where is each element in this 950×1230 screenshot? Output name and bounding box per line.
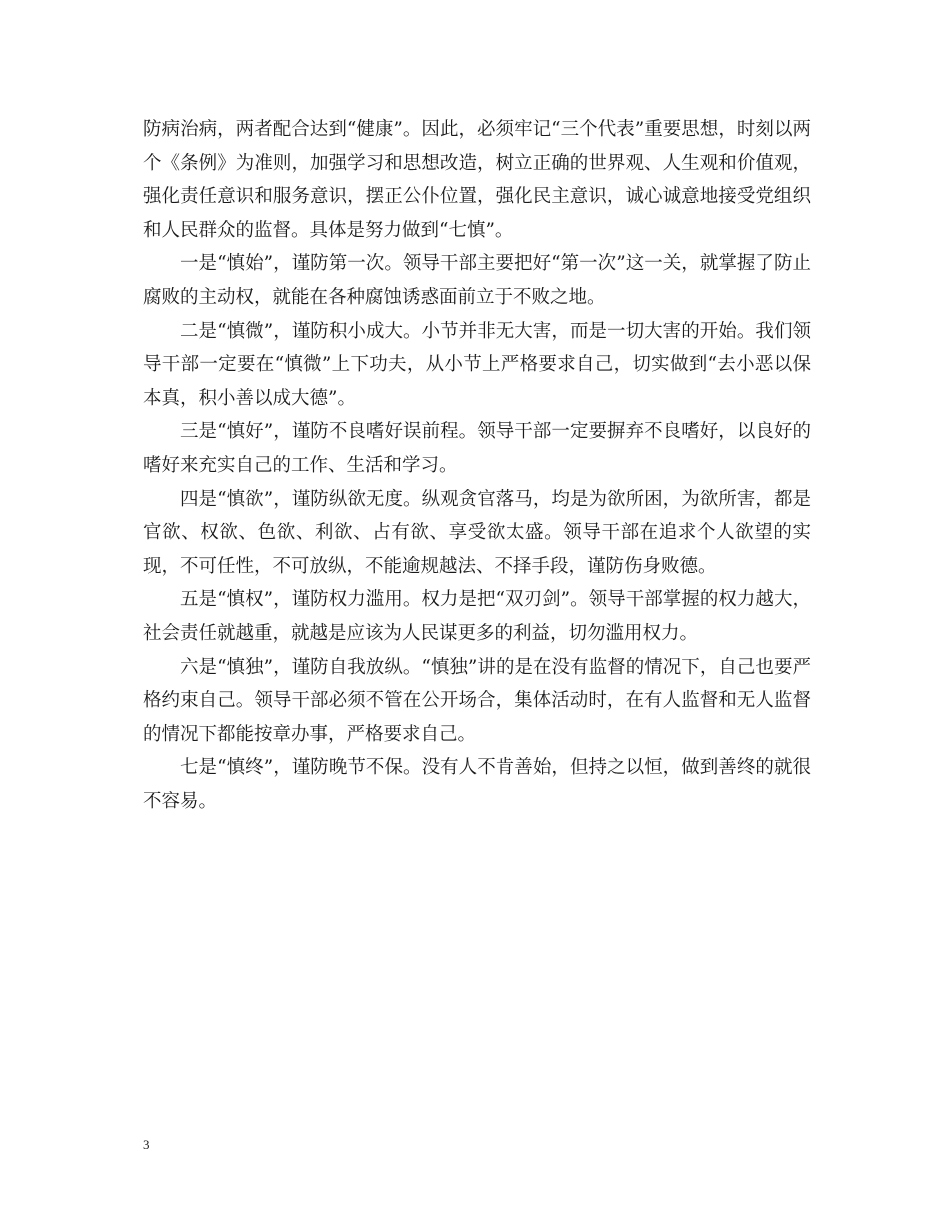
- paragraph-shen-zhong: 七是“慎终”，谨防晚节不保。没有人不肯善始，但持之以恒，做到善终的就很不容易。: [143, 757, 811, 812]
- paragraph-shen-wei: 二是“慎微”，谨防积小成大。小节并非无大害，而是一切大害的开始。我们领导干部一定要在“慎微”上下功夫，从小节上严格要求自己，切实做到“去小恶以保本真，积小善以成大德”。: [143, 320, 811, 409]
- body-text: [143, 113, 811, 818]
- paragraph-shen-shi: 一是“慎始”，谨防第一次。领导干部主要把好“第一次”这一关，就掌握了防止腐败的主动权，就能在各种腐蚀诱惑面前立于不败之地。: [143, 253, 811, 308]
- paragraph-continuation: 防病治病，两者配合达到“健康”。因此，必须牢记“三个代表”重要思想，时刻以两个《条例》为准则，加强学习和思想改造，树立正确的世界观、人生观和价值观，强化责任意识和服务意识，摆正公仆位置，强化民主意识，诚心诚意地接受党组织和人民群众的监督。具体是努力做到“七慎”。: [143, 119, 811, 241]
- paragraph-shen-du: 六是“慎独”，谨防自我放纵。“慎独”讲的是在没有监督的情况下，自己也要严格约束自己。领导干部必须不管在公开场合，集体活动时，在有人监督和无人监督的情况下都能按章办事，严格要求自己。: [143, 656, 811, 745]
- paragraph-shen-yu: 四是“慎欲”，谨防纵欲无度。纵观贪官落马，均是为欲所困，为欲所害，都是官欲、权欲、色欲、利欲、占有欲、享受欲太盛。领导干部在追求个人欲望的实现，不可任性，不可放纵，不能逾规越法、不择手段，谨防伤身败德。: [143, 488, 811, 577]
- paragraph-shen-hao: 三是“慎好”，谨防不良嗜好误前程。领导干部一定要摒弃不良嗜好，以良好的嗜好来充实自己的工作、生活和学习。: [143, 421, 811, 476]
- page-number: 3: [143, 1137, 150, 1152]
- paragraph-shen-quan: 五是“慎权”，谨防权力滥用。权力是把“双刃剑”。领导干部掌握的权力越大，社会责任就越重，就越是应该为人民谋更多的利益，切勿滥用权力。: [143, 589, 811, 644]
